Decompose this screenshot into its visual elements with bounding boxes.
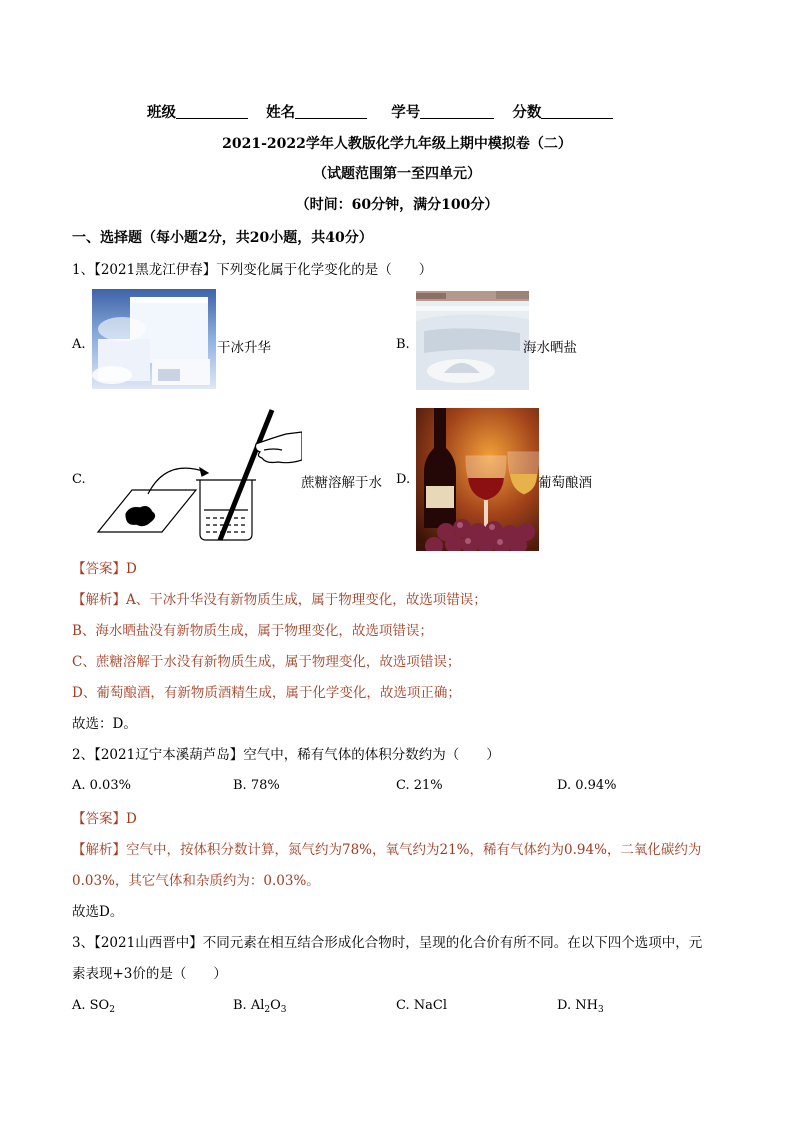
analysis-text: 空气中，按体积分数计算，氮气约为78%，氧气约为21%，稀有气体约为0.94%，二氧化碳约为 xyxy=(126,842,702,858)
q3-option-b xyxy=(233,998,287,1015)
question-1-stem xyxy=(72,258,432,278)
id-label: 学号 xyxy=(391,104,421,121)
q2-option-d: D. 0.94% xyxy=(557,778,617,793)
analysis-tag: 【解析】 xyxy=(72,592,126,608)
q3-option-d xyxy=(557,998,604,1015)
option-b-label: B. xyxy=(396,337,410,352)
wine-grapes-image xyxy=(416,408,539,551)
question-text: 空气中，稀有气体的体积分数约为（ ） xyxy=(243,747,500,763)
class-label: 班级 xyxy=(147,104,176,121)
q1-analysis-line-4: D、葡萄酿酒，有新物质酒精生成，属于化学变化，故选项正确； xyxy=(72,685,461,701)
option-b-caption: 海水晒盐 xyxy=(523,340,577,356)
answer-value: D xyxy=(126,811,137,827)
q1-analysis-line-3: C、蔗糖溶解于水没有新物质生成，属于物理变化，故选项错误； xyxy=(72,654,461,670)
q2-option-a: A. 0.03% xyxy=(72,778,131,793)
formula-text: C. NaCl xyxy=(396,998,447,1013)
answer-tag: 【答案】 xyxy=(72,561,126,577)
formula-text: A. SO xyxy=(72,998,110,1013)
class-blank[interactable] xyxy=(176,103,248,119)
formula-text: O xyxy=(270,998,281,1013)
formula-text: D. NH xyxy=(557,998,598,1013)
formula-subscript: 3 xyxy=(280,1005,287,1015)
q2-analysis-line-1 xyxy=(72,840,701,860)
q1-analysis-line-2: B、海水晒盐没有新物质生成，属于物理变化，故选项错误； xyxy=(72,623,433,639)
score-label: 分数 xyxy=(512,104,542,121)
exam-time: （时间：60分钟，满分100分） xyxy=(295,197,499,213)
question-source: 【2021黑龙江伊春】 xyxy=(94,262,217,278)
section-heading: 一、选择题（每小题2分，共20小题，共40分） xyxy=(72,230,373,246)
question-text: 不同元素在相互结合形成化合物时，呈现的化合价有所不同。在以下四个选项中，元 xyxy=(202,935,703,951)
question-3-stem-line-1 xyxy=(72,933,702,953)
q3-option-a xyxy=(72,998,115,1015)
id-blank[interactable] xyxy=(420,103,494,119)
analysis-tag: 【解析】 xyxy=(72,842,126,858)
formula-subscript: 3 xyxy=(597,1005,604,1015)
question-source: 【2021山西晋中】 xyxy=(94,935,203,951)
exam-scope: （试题范围第一至四单元） xyxy=(313,166,481,182)
score-blank[interactable] xyxy=(541,103,613,119)
q2-option-c: C. 21% xyxy=(396,778,443,793)
option-a-label: A. xyxy=(72,337,86,352)
option-c-caption: 蔗糖溶解于水 xyxy=(301,475,382,491)
question-text: 下列变化属于化学变化的是（ ） xyxy=(216,262,433,278)
formula-text: B. Al xyxy=(233,998,265,1013)
question-source: 【2021辽宁本溪葫芦岛】 xyxy=(94,747,244,763)
dry-ice-image xyxy=(92,289,216,389)
name-blank[interactable] xyxy=(295,103,367,119)
q2-answer xyxy=(72,809,137,829)
q1-answer xyxy=(72,559,137,579)
q2-conclusion: 故选D。 xyxy=(72,904,124,920)
question-number: 2、 xyxy=(72,747,95,763)
option-c-label: C. xyxy=(72,472,86,487)
question-number: 3、 xyxy=(72,935,95,951)
option-a-caption: 干冰升华 xyxy=(217,340,271,356)
answer-tag: 【答案】 xyxy=(72,811,126,827)
question-3-stem-line-2: 素表现+3价的是（ ） xyxy=(72,966,227,982)
exam-title: 2021-2022学年人教版化学九年级上期中模拟卷（二） xyxy=(222,136,572,152)
name-label: 姓名 xyxy=(266,104,296,121)
sugar-dissolving-diagram xyxy=(96,408,302,542)
analysis-text: A、干冰升华没有新物质生成，属于物理变化，故选项错误； xyxy=(126,592,487,608)
q3-option-c xyxy=(396,998,447,1013)
q1-conclusion: 故选：D。 xyxy=(72,716,137,732)
answer-value: D xyxy=(126,561,137,577)
student-info-line xyxy=(147,101,613,122)
q2-analysis-line-2: 0.03%，其它气体和杂质约为：0.03%。 xyxy=(72,873,320,889)
formula-subscript: 2 xyxy=(109,1005,115,1015)
formula-subscript: 2 xyxy=(264,1005,271,1015)
option-d-caption: 葡萄酿酒 xyxy=(538,475,592,491)
question-number: 1、 xyxy=(72,262,95,278)
option-d-label: D. xyxy=(396,472,411,487)
q2-option-b: B. 78% xyxy=(233,778,280,793)
question-2-stem xyxy=(72,745,500,765)
sea-salt-image xyxy=(416,291,529,390)
q1-analysis-line-1 xyxy=(72,590,487,610)
